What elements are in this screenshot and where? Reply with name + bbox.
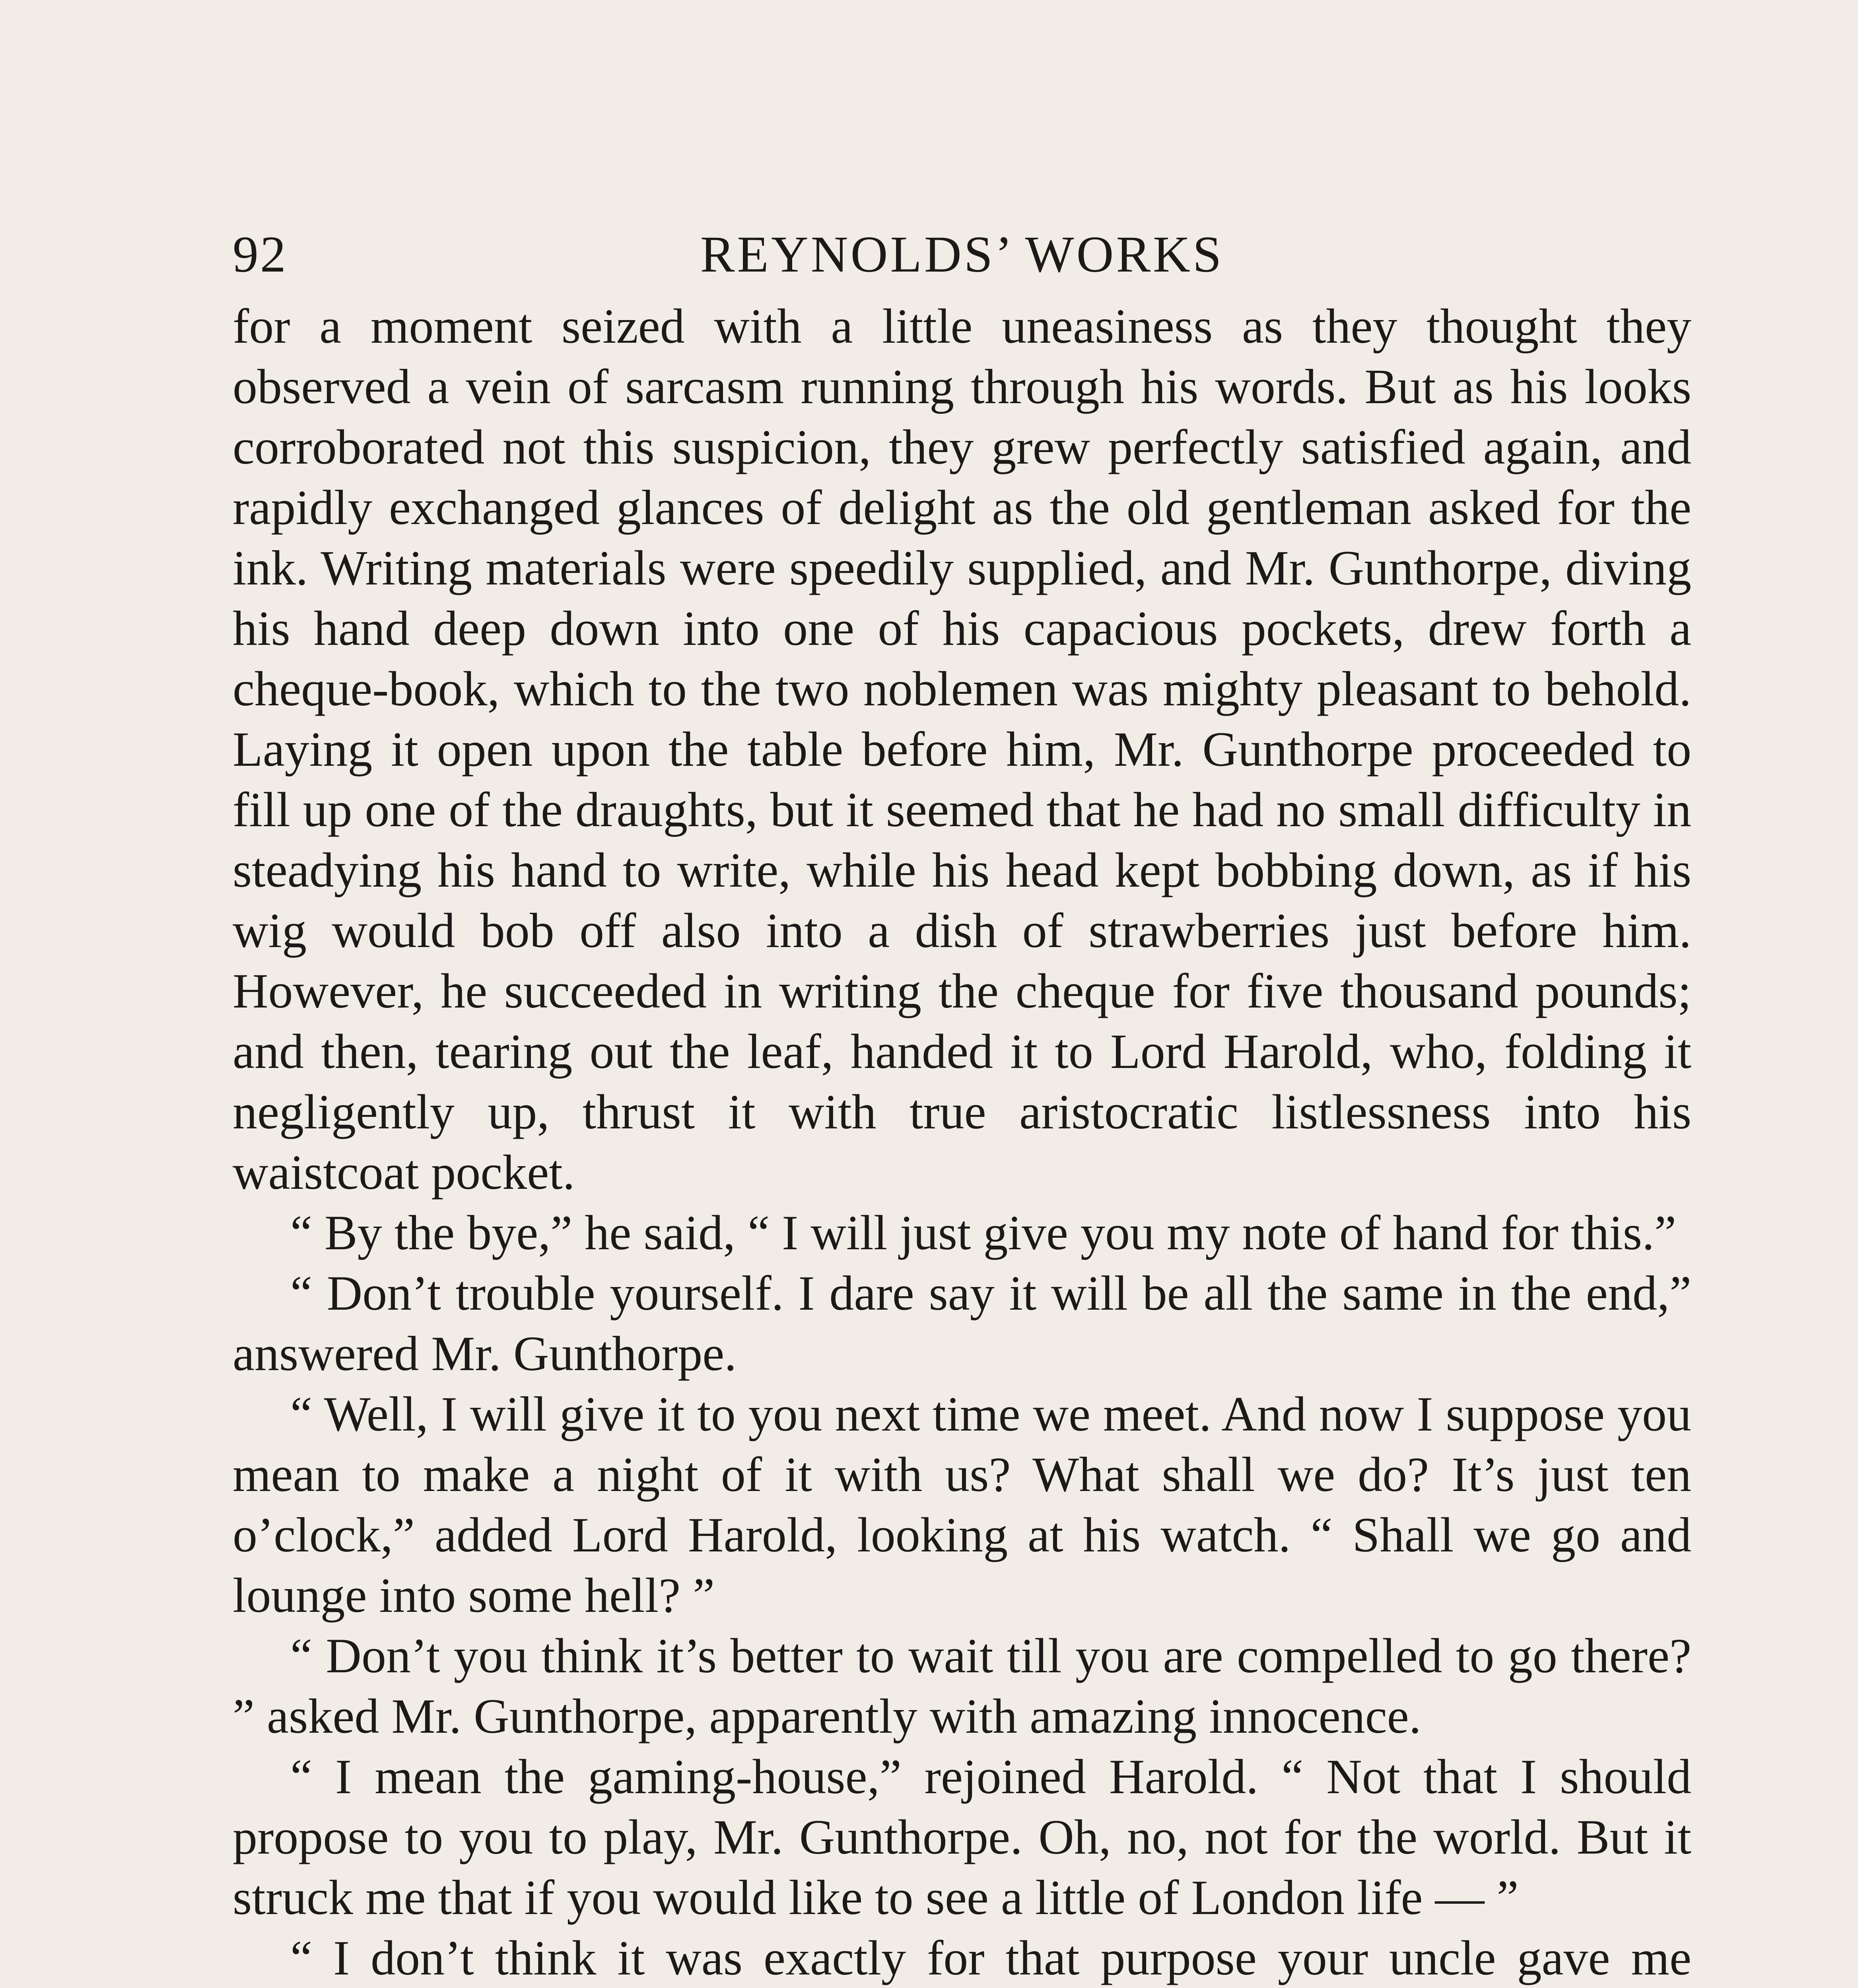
paragraph: “ Don’t you think it’s better to wait till you are compelled to go there? ” asked Mr. Gunthorpe, apparently with amazing innocence. [233,1629,1691,1743]
book-page [233,217,1691,1988]
paragraph: “ I mean the gaming-house,” rejoined Harold. “ Not that I should propose to you to play, Mr. Gunthorpe. Oh, no, not for the world. But it struck me that if you would like to see a little of London life — ” [233,1749,1691,1925]
paragraph: for a moment seized with a little uneasiness as they thought they observed a vein of sarcasm running through his words. But as his looks corroborated not this suspicion, they grew perfectly satisfied again, and rapidly exchanged glances of delight as the old gentleman asked for the ink. Writing materials were speedily supplied, and Mr. Gunthorpe, diving his hand deep down into one of his capacious pockets, drew forth a cheque-book, which to the two noblemen was mighty pleasant to behold. Laying it open upon the table before him, Mr. Gunthorpe proceeded to fill up one of the draughts, but it seemed that he had no small difficulty in steadying his hand to write, while his head kept bobbing down, as if his wig would bob off also into a dish of strawberries just before him. However, he succeeded in writing the cheque for five thousand pounds; and then, tearing out the leaf, handed it to Lord Harold, who, folding it negligently up, thrust it with true aristocratic listlessness into his waistcoat pocket. [233,299,1691,1200]
paragraph: “ By the bye,” he said, “ I will just give you my note of hand for this.” [290,1206,1677,1260]
page-number: 92 [233,226,288,283]
running-title: REYNOLDS’ WORKS [700,226,1224,283]
page-header [233,217,1691,296]
body-text [233,296,1691,1988]
paragraph: “ Don’t trouble yourself. I dare say it will be all the same in the end,” answered Mr. Gunthorpe. [233,1266,1691,1381]
paragraph: “ Well, I will give it to you next time we meet. And now I suppose you mean to make a night of it with us? What shall we do? It’s just ten o’clock,” added Lord Harold, looking at his watch. “ Shall we go and lounge into some hell? ” [233,1387,1691,1623]
paragraph: “ I don’t think it was exactly for that purpose your uncle gave me [290,1931,1691,1985]
